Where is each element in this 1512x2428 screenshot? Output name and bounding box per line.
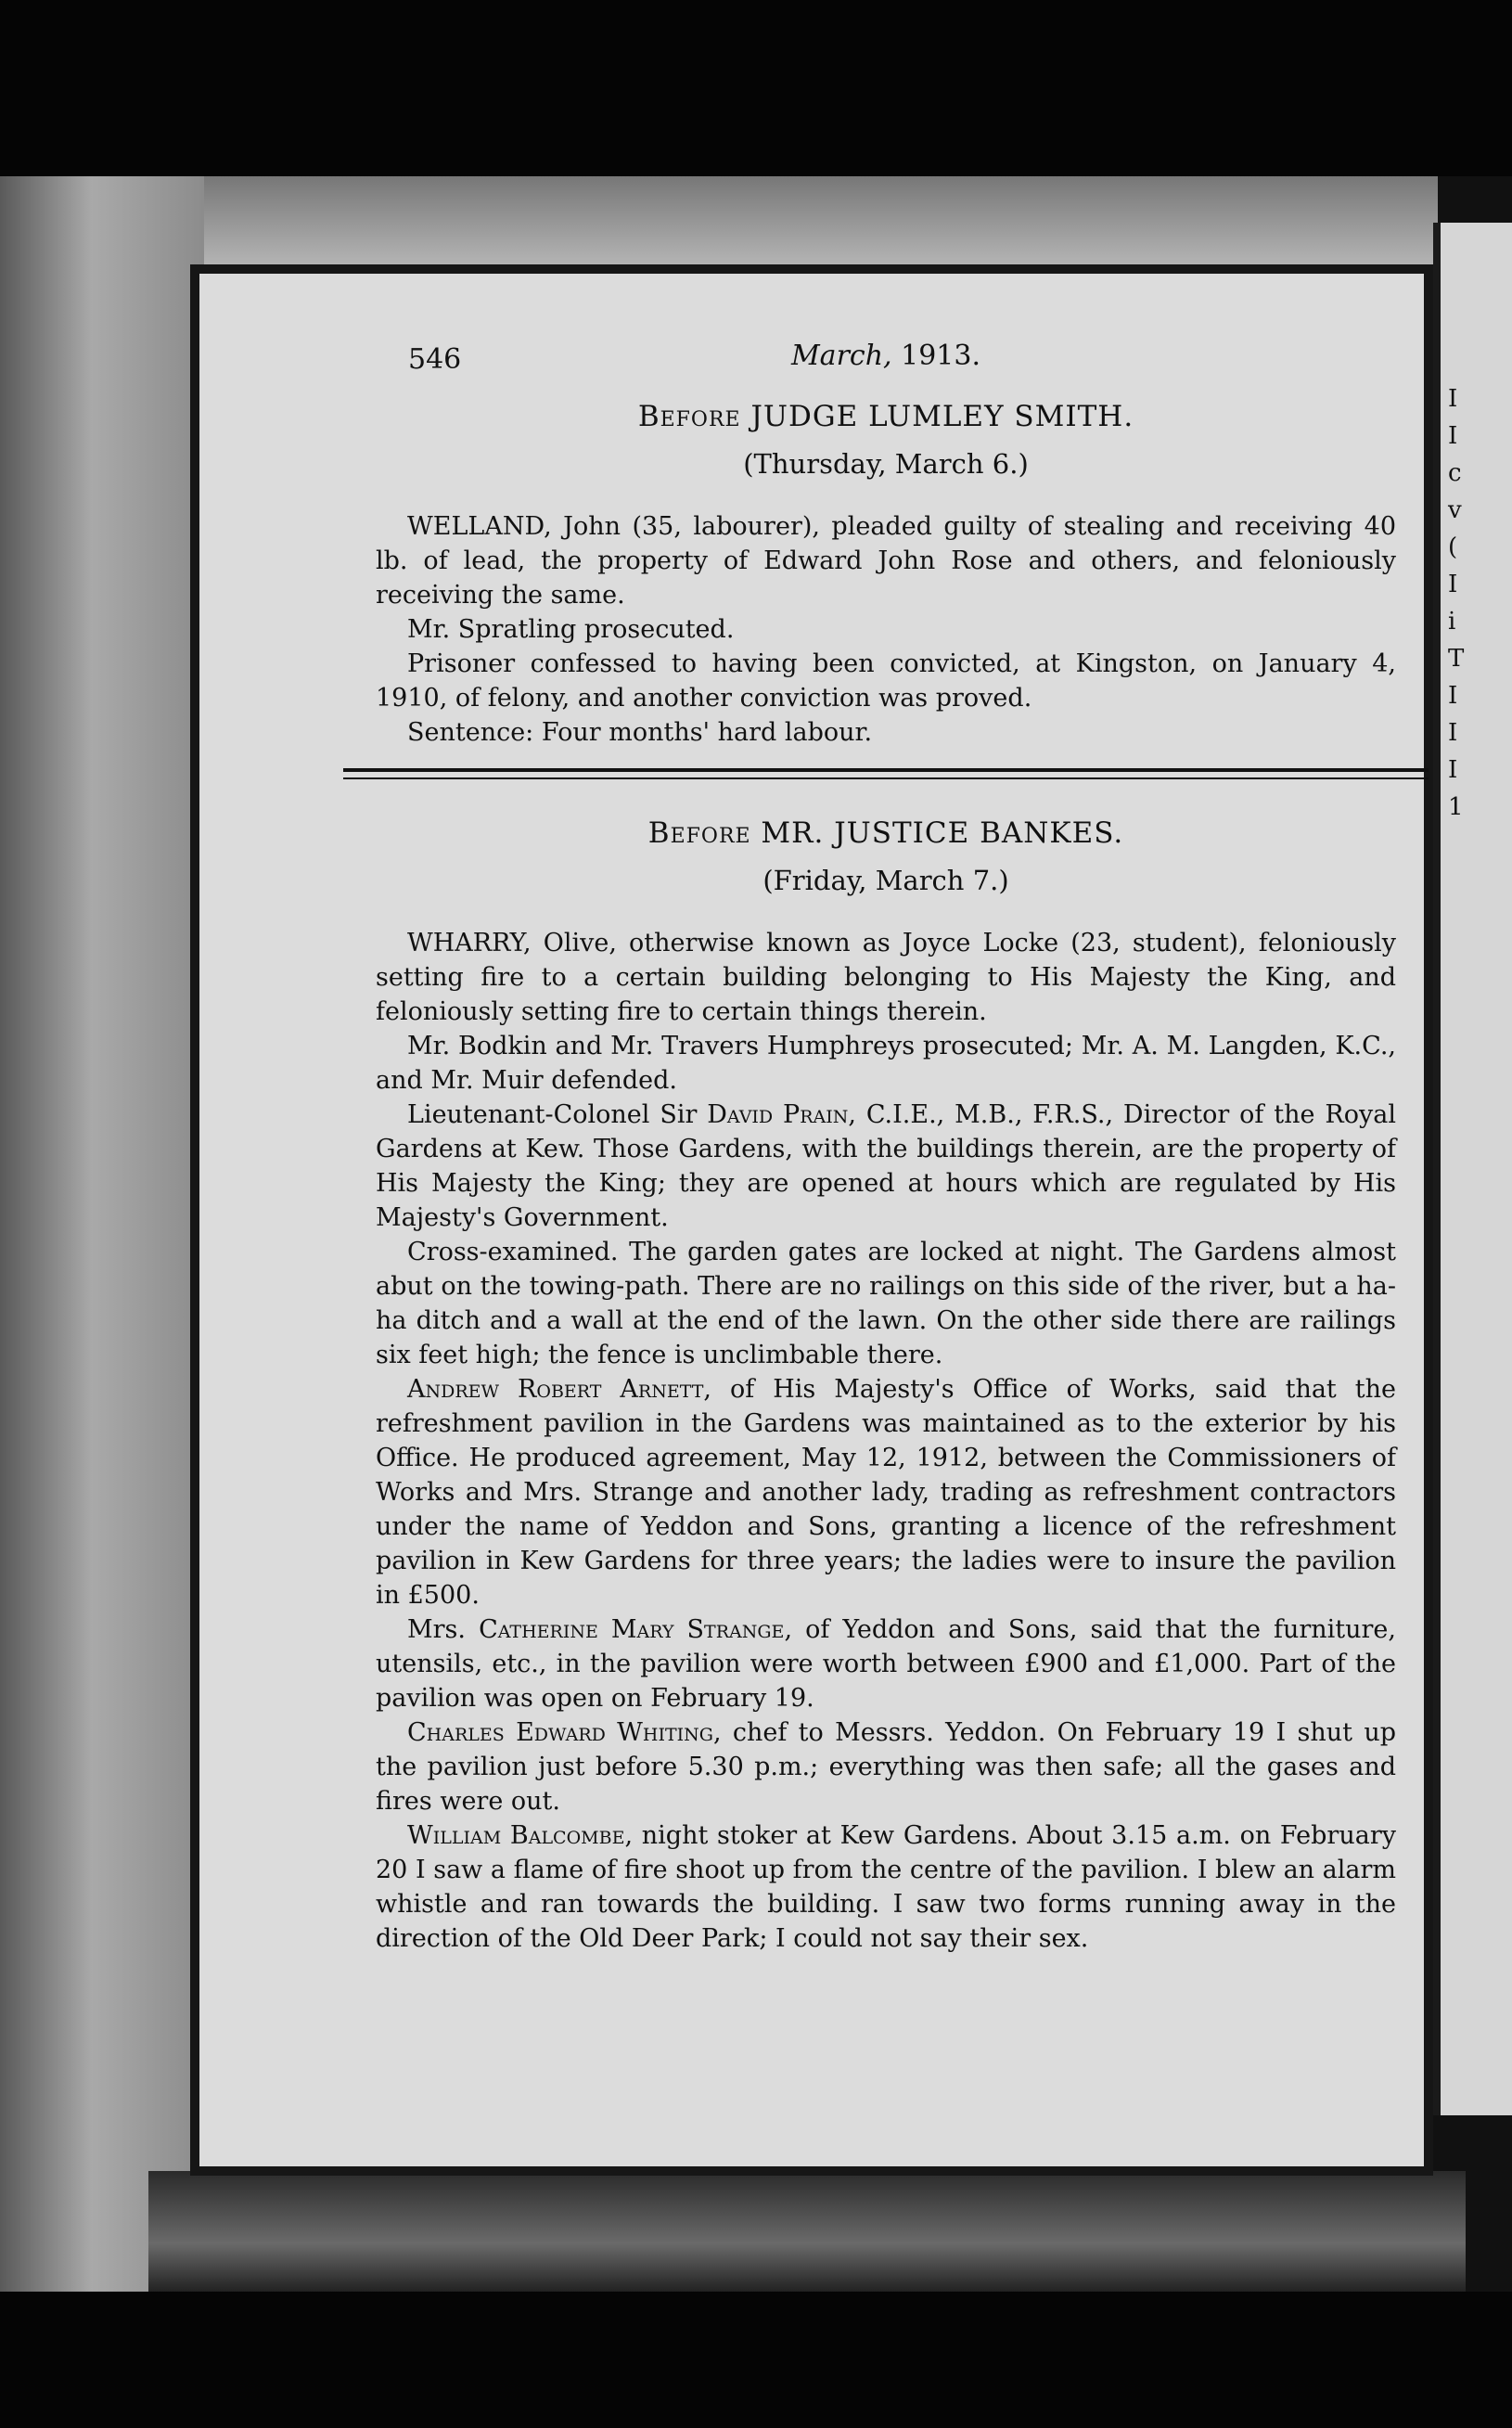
case-paragraph: Mr. Spratling prosecuted.: [407, 615, 735, 644]
witness-name: Andrew Robert Arnett: [407, 1375, 704, 1404]
case-paragraph: WHARRY, Olive, otherwise known as Joyce Locke (23, student), feloniously setting fire to a certain building belonging to His Majesty the King, and feloniously setting fire to certain things therein.: [376, 929, 1396, 1026]
scan-top-margin: [204, 176, 1438, 269]
case-paragraph: Sentence: Four months' hard labour.: [407, 718, 873, 747]
case-paragraph: WELLAND, John (35, labourer), pleaded guilty of stealing and receiving 40 lb. of lead, the property of Edward John Rose and others, and feloniously receiving the same.: [376, 512, 1396, 610]
witness-name: Catherine Mary Strange: [479, 1615, 785, 1644]
case-paragraph: Prisoner confessed to having been convicted, at Kingston, on January 4, 1910, of felony, and another conviction was proved.: [376, 649, 1396, 713]
witness-paragraph: Andrew Robert Arnett, of His Majesty's Office of Works, said that the refreshment pavilion in the Gardens was maintained as to the exterior by his Office. He produced agreement, May 12, 1912, between the Commissioners of Works and Mrs. Strange and another lady, trading as refreshment contractors under the name of Yeddon and Sons, granting a licence of the refreshment pavilion in Kew Gardens for three years; the ladies were to insure the pavilion in £500.: [376, 1375, 1396, 1610]
case-paragraph: Cross-examined. The garden gates are locked at night. The Gardens almost abut on the towing-path. There are no railings on this side of the river, but a ha-ha ditch and a wall at the end of the lawn. On the other side there are railings six feet high; the fence is unclimbable there.: [376, 1238, 1396, 1369]
case-paragraph: Mr. Bodkin and Mr. Travers Humphreys prosecuted; Mr. A. M. Langden, K.C., and Mr. Muir defended.: [376, 1032, 1396, 1095]
witness-paragraph: Mrs. Catherine Mary Strange, of Yeddon and Sons, said that the furniture, utensils, etc., in the pavilion were worth between £900 and £1,000. Part of the pavilion was open on February 19.: [376, 1615, 1396, 1713]
witness-name: Charles Edward Whiting: [407, 1718, 713, 1747]
section-divider: [343, 768, 1429, 779]
witness-paragraph: Charles Edward Whiting, chef to Messrs. Yeddon. On February 19 I shut up the pavilion just before 5.30 p.m.; everything was then safe; all the gases and fires were out.: [376, 1718, 1396, 1816]
page-number: 546: [408, 343, 462, 376]
scan-bottom-border: [0, 2292, 1512, 2428]
page-text: [376, 329, 1396, 1956]
witness-paragraph: Lieutenant-Colonel Sir David Prain, C.I.E., M.B., F.R.S., Director of the Royal Gardens at Kew. Those Gardens, with the buildings therein, are the property of His Majesty the King; they are opened at hours which are regulated by His Majesty's Government.: [376, 1100, 1396, 1232]
court-heading: Before JUDGE LUMLEY SMITH.: [637, 400, 1134, 433]
witness-paragraph: William Balcombe, night stoker at Kew Gardens. About 3.15 a.m. on February 20 I saw a flame of fire shoot up from the centre of the pavilion. I blew an alarm whistle and ran towards the building. I saw two forms running away in the direction of the Old Deer Park; I could not say their sex.: [376, 1821, 1396, 1953]
witness-name: William Balcombe: [407, 1821, 625, 1850]
scan-bottom-margin: [148, 2171, 1466, 2292]
session-date: (Thursday, March 6.): [743, 448, 1029, 480]
session-date: (Friday, March 7.): [762, 865, 1009, 896]
adjacent-page-edge: [1433, 223, 1512, 2115]
running-head: March, 1913.: [790, 340, 981, 372]
adjacent-page-letters: I I c v ( I i T I I I 1: [1448, 385, 1465, 821]
scan-left-margin: [0, 176, 204, 2292]
court-heading: Before MR. JUSTICE BANKES.: [647, 816, 1124, 850]
witness-name: David Prain: [707, 1100, 849, 1129]
page-header: [376, 329, 1396, 385]
scan-top-border: [0, 0, 1512, 176]
book-page: [190, 264, 1433, 2176]
